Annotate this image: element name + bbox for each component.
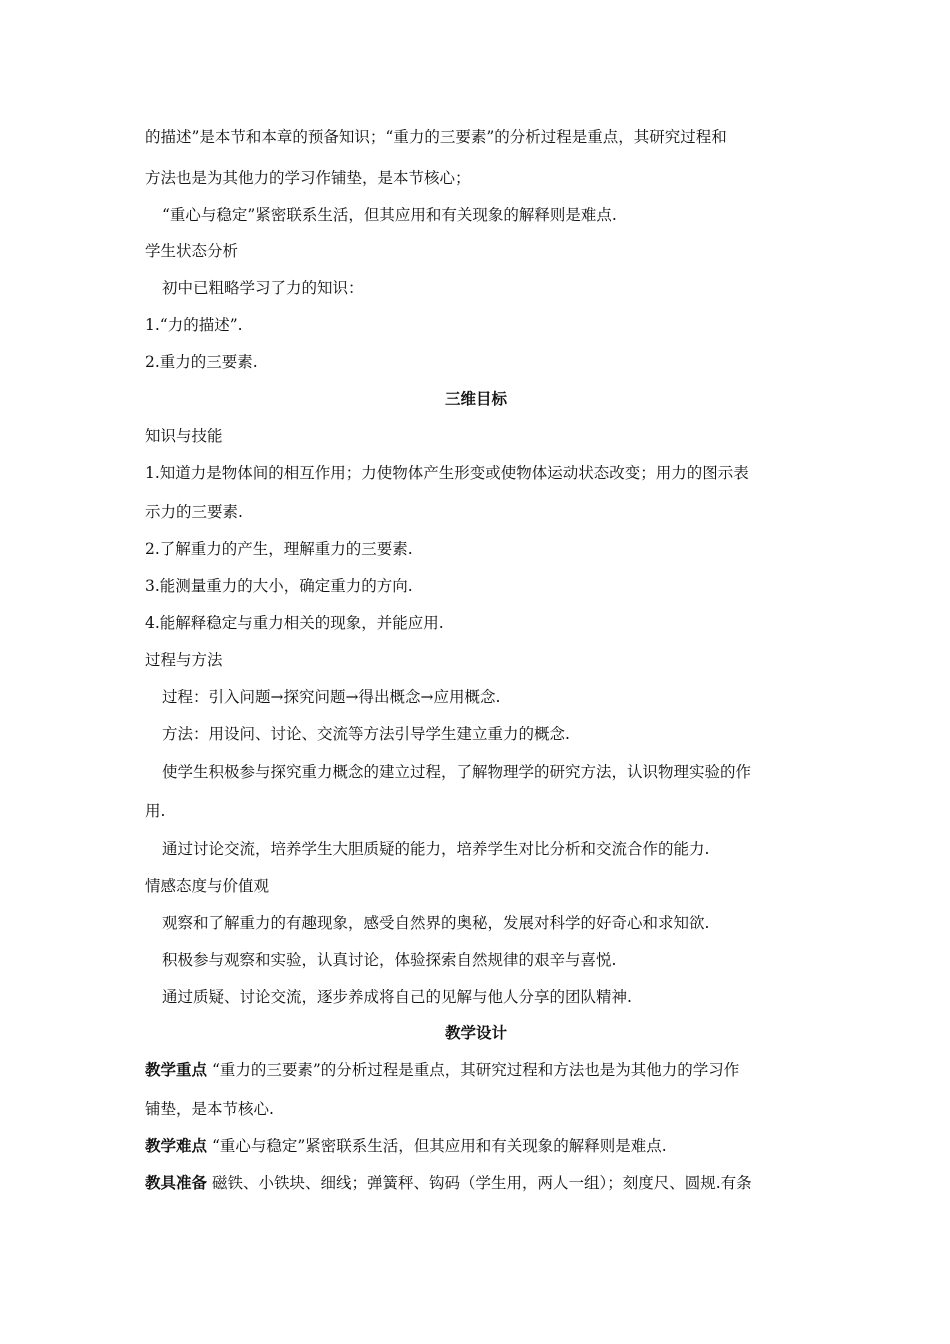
process-heading: 过程与方法 — [145, 651, 223, 669]
intro-line-2: 方法也是为其他力的学习作铺垫，是本节核心； — [145, 169, 471, 187]
difficulty-text: “重心与稳定”紧密联系生活，但其应用和有关现象的解释则是难点. — [211, 1137, 667, 1155]
tools-text: 磁铁、小铁块、细线；弹簧秤、钩码（学生用，两人一组）；刻度尺、圆规.有条 — [211, 1174, 752, 1192]
focus-line-b: 铺垫，是本节核心. — [145, 1100, 274, 1118]
intro-line-1: 的描述”是本节和本章的预备知识；“重力的三要素”的分析过程是重点，其研究过程和 — [145, 128, 727, 146]
difficulty-label: 教学难点 — [145, 1136, 208, 1155]
student-item-1: 1.“力的描述”. — [145, 316, 243, 334]
student-item-2: 2.重力的三要素. — [145, 353, 258, 371]
design-title: 教学设计 — [444, 1023, 507, 1042]
knowledge-item-2: 2.了解重力的产生，理解重力的三要素. — [145, 540, 413, 558]
process-line-3a: 使学生积极参与探究重力概念的建立过程，了解物理学的研究方法，认识物理实验的作 — [162, 763, 752, 781]
process-line-4: 通过讨论交流，培养学生大胆质疑的能力，培养学生对比分析和交流合作的能力. — [162, 840, 710, 858]
focus-line-a — [145, 1059, 815, 1081]
tools-label: 教具准备 — [145, 1173, 208, 1192]
emotion-heading: 情感态度与价值观 — [145, 877, 270, 895]
process-line-2: 方法：用设问、讨论、交流等方法引导学生建立重力的概念. — [162, 725, 570, 743]
knowledge-item-1a: 1.知道力是物体间的相互作用；力使物体产生形变或使物体运动状态改变；用力的图示表 — [145, 464, 749, 482]
process-line-1: 过程：引入问题→探究问题→得出概念→应用概念. — [162, 688, 501, 706]
emotion-line-2: 积极参与观察和实验，认真讨论，体验探索自然规律的艰辛与喜悦. — [162, 951, 617, 969]
process-line-3b: 用. — [145, 802, 166, 820]
knowledge-heading: 知识与技能 — [145, 427, 223, 445]
focus-label: 教学重点 — [145, 1060, 208, 1079]
goals-title: 三维目标 — [444, 389, 507, 408]
knowledge-item-1b: 示力的三要素. — [145, 503, 243, 521]
knowledge-item-4: 4.能解释稳定与重力相关的现象，并能应用. — [145, 614, 444, 632]
emotion-line-3: 通过质疑、讨论交流，逐步养成将自己的见解与他人分享的团队精神. — [162, 988, 632, 1006]
intro-line-3: “重心与稳定”紧密联系生活，但其应用和有关现象的解释则是难点. — [162, 206, 617, 224]
difficulty-line — [145, 1135, 815, 1157]
emotion-line-1: 观察和了解重力的有趣现象，感受自然界的奥秘，发展对科学的好奇心和求知欲. — [162, 914, 710, 932]
knowledge-item-3: 3.能测量重力的大小，确定重力的方向. — [145, 577, 413, 595]
student-heading: 学生状态分析 — [145, 242, 239, 260]
focus-text: “重力的三要素”的分析过程是重点，其研究过程和方法也是为其他力的学习作 — [211, 1061, 740, 1079]
tools-line — [145, 1172, 815, 1194]
student-paragraph: 初中已粗略学习了力的知识： — [162, 279, 364, 297]
